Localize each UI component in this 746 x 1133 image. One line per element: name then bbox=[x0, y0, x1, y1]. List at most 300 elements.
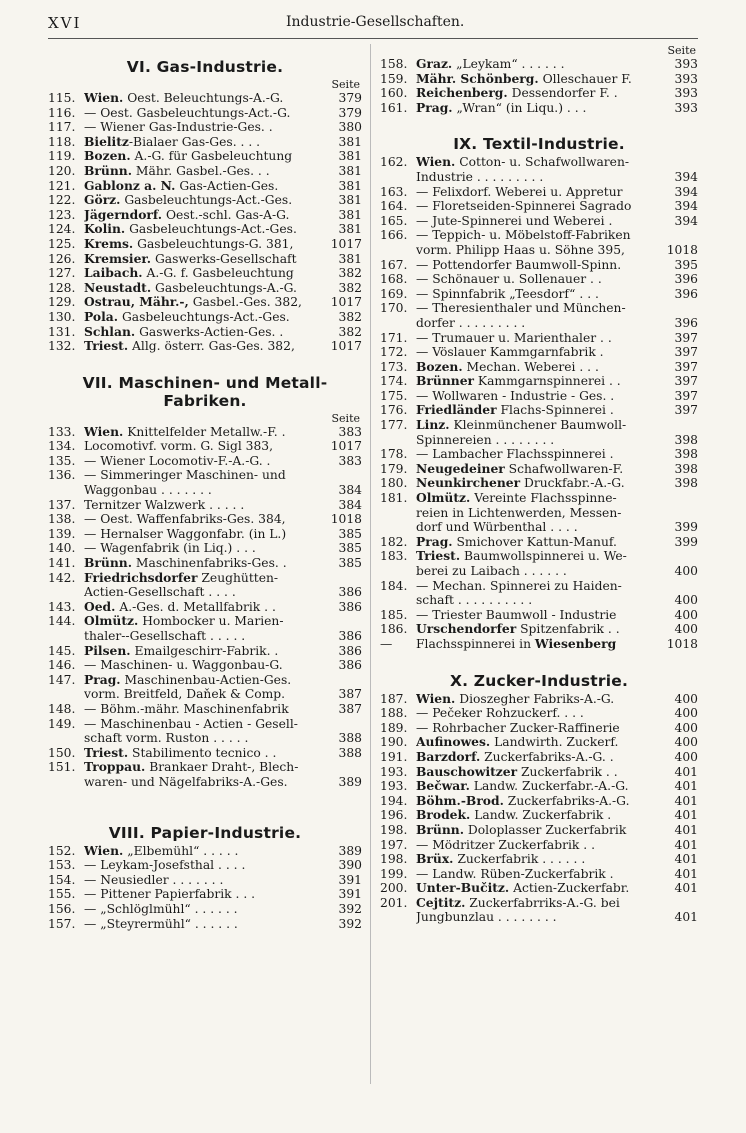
entry-text bbox=[416, 72, 660, 87]
index-entry bbox=[380, 491, 698, 506]
entry-number: 184. bbox=[380, 578, 408, 593]
entry-number: 123. bbox=[48, 207, 76, 222]
entry-place: Kolin. bbox=[84, 222, 126, 237]
entry-text bbox=[416, 228, 660, 243]
entry-number bbox=[380, 506, 416, 521]
entry-page: 388 bbox=[338, 745, 362, 760]
entry-number: 127. bbox=[48, 266, 76, 281]
entry-page: 398 bbox=[674, 447, 698, 462]
index-entry bbox=[48, 687, 362, 702]
entry-number: 136. bbox=[48, 468, 76, 483]
entry-page: 384 bbox=[338, 483, 362, 498]
index-entry bbox=[48, 858, 362, 873]
index-entry bbox=[380, 462, 698, 477]
index-entry bbox=[380, 433, 698, 448]
entry-number: 120. bbox=[48, 163, 76, 178]
entry-description: vorm. Philipp Haas u. Söhne 395, bbox=[416, 242, 625, 257]
entry-page: 397 bbox=[674, 403, 698, 418]
index-entry bbox=[48, 644, 362, 659]
entry-text bbox=[84, 571, 324, 586]
entry-text bbox=[416, 101, 660, 116]
entry-description: — Wagenfabrik (in Liq.) . . . bbox=[84, 541, 256, 556]
entry-number: 201. bbox=[380, 895, 408, 910]
entry-text bbox=[84, 702, 324, 717]
index-entry bbox=[380, 506, 698, 521]
entry-page: 381 bbox=[338, 178, 362, 193]
entry-number: 185. bbox=[380, 607, 408, 622]
entry-page bbox=[660, 418, 698, 433]
entry-page: 392 bbox=[338, 901, 362, 916]
entry-description: — Theresienthaler und München- bbox=[416, 301, 626, 316]
entry-place: Brodek. bbox=[416, 808, 471, 823]
entry-place: Jägerndorf. bbox=[84, 207, 163, 222]
entry-description: Actien-Gesellschaft . . . . bbox=[84, 585, 236, 600]
entry-place: Unter-Bučitz. bbox=[416, 881, 510, 896]
seite-label: Seite bbox=[667, 44, 696, 57]
entry-description: — „Steyrermühl“ . . . . . . bbox=[84, 916, 238, 931]
entry-page: 401 bbox=[674, 881, 698, 896]
entry-number: 163. bbox=[380, 184, 408, 199]
entry-text bbox=[84, 237, 324, 252]
entry-number: — bbox=[380, 636, 393, 651]
page-number: XVI bbox=[48, 14, 82, 32]
entry-page: 401 bbox=[674, 866, 698, 881]
index-entry bbox=[48, 585, 362, 600]
entry-place: Brünn. bbox=[416, 822, 464, 837]
index-entry bbox=[380, 779, 698, 794]
index-entry bbox=[380, 535, 698, 550]
entry-description: Gaswerks-Gesellschaft bbox=[151, 251, 297, 266]
entry-number: 119. bbox=[48, 149, 76, 164]
entry-description: Gasbeleuchtungs-G. 381, bbox=[133, 236, 294, 251]
entry-page: 401 bbox=[674, 808, 698, 823]
entry-page: 401 bbox=[674, 779, 698, 794]
entry-page: 397 bbox=[674, 359, 698, 374]
entry-number bbox=[48, 775, 84, 790]
entry-page: 1017 bbox=[330, 439, 362, 454]
index-entry bbox=[48, 237, 362, 252]
entry-description: Flachsspinnerei in bbox=[416, 636, 535, 651]
entry-text bbox=[416, 520, 660, 535]
entry-place: Brünn. bbox=[84, 163, 132, 178]
entry-page bbox=[324, 614, 362, 629]
index-entry bbox=[380, 57, 698, 72]
entry-page: 400 bbox=[674, 564, 698, 578]
entry-number: 194. bbox=[380, 793, 408, 808]
entry-description: — „Schlöglmühl“ . . . . . . bbox=[84, 901, 238, 916]
index-entry bbox=[380, 549, 698, 564]
entry-page: 400 bbox=[674, 691, 698, 706]
entry-page: 393 bbox=[674, 100, 698, 115]
entry-description: A.-G. für Gasbeleuchtung bbox=[130, 149, 293, 164]
entry-description: vorm. Breitfeld, Daňek & Comp. bbox=[84, 687, 286, 702]
entry-page: 379 bbox=[338, 105, 362, 120]
index-entry bbox=[380, 72, 698, 87]
index-entry bbox=[380, 808, 698, 823]
entry-description: Zuckerfabriks-A.-G. . bbox=[480, 749, 614, 764]
index-entry bbox=[380, 403, 698, 418]
entry-page: 386 bbox=[338, 585, 362, 600]
entry-page: 388 bbox=[338, 731, 362, 746]
entry-text bbox=[416, 155, 660, 170]
entry-page: 381 bbox=[338, 207, 362, 222]
entry-text bbox=[84, 512, 324, 527]
entry-description: — Mödritzer Zuckerfabrik . . bbox=[416, 837, 595, 852]
entry-description: — Jute-Spinnerei und Weberei . bbox=[416, 213, 613, 228]
entry-description: Gaswerks-Actien-Ges. . bbox=[135, 324, 284, 339]
entry-number: 133. bbox=[48, 424, 76, 439]
entry-description: A.-Ges. d. Metallfabrik . . bbox=[115, 599, 276, 614]
entry-text bbox=[416, 185, 660, 200]
entry-number: 169. bbox=[380, 286, 408, 301]
entry-text bbox=[84, 902, 324, 917]
entry-number bbox=[48, 687, 84, 702]
index-entry bbox=[48, 468, 362, 483]
entry-text bbox=[84, 149, 324, 164]
seite-label: Seite bbox=[331, 78, 360, 91]
entry-description: Knittelfelder Metallw.-F. . bbox=[123, 424, 286, 439]
entry-page bbox=[324, 760, 362, 775]
entry-description: Kammgarnspinnerei . . bbox=[474, 374, 621, 389]
entry-number: 140. bbox=[48, 541, 76, 556]
entry-number: 155. bbox=[48, 887, 76, 902]
entry-text bbox=[416, 86, 660, 101]
entry-text bbox=[416, 57, 660, 72]
entry-number: 149. bbox=[48, 716, 76, 731]
index-entry bbox=[48, 164, 362, 179]
entry-description: — Wiener Gas-Industrie-Ges. . bbox=[84, 120, 273, 135]
entry-place: Aufinowes. bbox=[416, 735, 491, 750]
left-column bbox=[48, 44, 362, 931]
index-entry bbox=[48, 658, 362, 673]
entry-text bbox=[416, 637, 660, 652]
entry-number: 198. bbox=[380, 822, 408, 837]
entry-description: — Neusiedler . . . . . . . bbox=[84, 872, 224, 887]
entry-number: 176. bbox=[380, 403, 408, 418]
entry-text bbox=[416, 910, 660, 925]
entry-page: 387 bbox=[338, 687, 362, 702]
entry-number bbox=[48, 585, 84, 600]
entry-description: schaft vorm. Ruston . . . . . bbox=[84, 731, 249, 746]
index-entry bbox=[48, 498, 362, 513]
entry-place: Olmütz. bbox=[416, 491, 471, 506]
entry-place: Neustadt. bbox=[84, 280, 152, 295]
entry-description: Dessendorfer F. . bbox=[507, 86, 618, 101]
entry-text bbox=[84, 731, 324, 746]
entry-text bbox=[416, 491, 660, 506]
entry-description: Druckfabr.-A.-G. bbox=[520, 476, 625, 491]
entry-number bbox=[380, 520, 416, 535]
entry-page bbox=[324, 673, 362, 688]
entry-place: Barzdorf. bbox=[416, 749, 481, 764]
entry-place: Triest. bbox=[84, 745, 129, 760]
entry-description: A.-G. f. Gasbeleuchtung bbox=[142, 266, 294, 281]
entry-description: Vereinte Flachsspinne- bbox=[470, 491, 617, 506]
entry-number: 177. bbox=[380, 418, 408, 433]
entry-description: Smichover Kattun-Manuf. bbox=[452, 534, 617, 549]
entry-page: 381 bbox=[338, 149, 362, 164]
entry-page: 393 bbox=[674, 71, 698, 86]
entry-number: 199. bbox=[380, 866, 408, 881]
index-entry bbox=[380, 794, 698, 809]
entry-description: schaft . . . . . . . . . . bbox=[416, 593, 533, 608]
index-entry bbox=[48, 135, 362, 150]
entry-page: 1018 bbox=[666, 636, 698, 651]
entry-number: 189. bbox=[380, 720, 408, 735]
entry-place: Bečwar. bbox=[416, 779, 470, 794]
index-entry bbox=[380, 418, 698, 433]
entry-page bbox=[660, 579, 698, 594]
entry-number: 175. bbox=[380, 388, 408, 403]
entry-text bbox=[416, 214, 660, 229]
entry-page: 399 bbox=[674, 534, 698, 549]
index-entry bbox=[380, 579, 698, 594]
index-entry bbox=[380, 447, 698, 462]
entry-number bbox=[48, 629, 84, 644]
index-entry bbox=[48, 527, 362, 542]
entry-number: 193. bbox=[380, 779, 408, 794]
entry-description: Zuckerfabrik . . . . . . bbox=[453, 852, 586, 867]
entry-place: Neugedeiner bbox=[416, 461, 505, 476]
entry-number: 200. bbox=[380, 881, 408, 896]
entry-text bbox=[416, 867, 660, 882]
index-entry bbox=[48, 339, 362, 354]
entry-description: — Felixdorf. Weberei u. Appretur bbox=[416, 184, 623, 199]
index-entry bbox=[48, 917, 362, 932]
entry-page: 394 bbox=[674, 169, 698, 184]
entry-text bbox=[84, 439, 324, 454]
section-heading: VII. Maschinen- und Metall-Fabriken. bbox=[82, 373, 328, 410]
entry-text bbox=[416, 374, 660, 389]
index-entry bbox=[48, 266, 362, 281]
entry-number: 178. bbox=[380, 447, 408, 462]
index-entry bbox=[48, 120, 362, 135]
entry-text bbox=[416, 823, 660, 838]
entry-description: Jungbunzlau . . . . . . . . bbox=[416, 910, 557, 925]
index-entry bbox=[48, 106, 362, 121]
index-entry bbox=[380, 750, 698, 765]
entry-description: Maschinenbau-Actien-Ges. bbox=[120, 672, 292, 687]
entry-text bbox=[84, 295, 324, 310]
entry-text bbox=[84, 310, 324, 325]
entry-number bbox=[380, 910, 416, 925]
entry-place: Wien. bbox=[84, 843, 124, 858]
entry-text bbox=[84, 135, 324, 150]
entry-page: 400 bbox=[674, 593, 698, 608]
entry-number: 139. bbox=[48, 526, 76, 541]
entry-place: Bielitz bbox=[84, 134, 129, 149]
entry-place: Troppau. bbox=[84, 760, 146, 775]
entry-text bbox=[416, 706, 660, 721]
entry-place: Ostrau, Mähr.-, bbox=[84, 295, 189, 310]
entry-number: 151. bbox=[48, 760, 76, 775]
section-heading: IX. Textil-Industrie. bbox=[453, 135, 625, 154]
index-entry bbox=[380, 243, 698, 258]
entry-page: 1017 bbox=[330, 236, 362, 251]
entry-place: Brünner bbox=[416, 374, 474, 389]
entry-page: 396 bbox=[674, 315, 698, 330]
entry-description: Schafwollwaren-F. bbox=[504, 461, 624, 476]
entry-text bbox=[84, 541, 324, 556]
entry-place: Graz. bbox=[416, 57, 453, 71]
entry-page: 401 bbox=[674, 822, 698, 837]
entry-text bbox=[84, 266, 324, 281]
entry-page: 386 bbox=[338, 658, 362, 673]
entry-text bbox=[416, 243, 660, 258]
entry-text bbox=[416, 622, 660, 637]
entry-description: Zuckerfabrik . . bbox=[517, 764, 618, 779]
entry-place: Triest. bbox=[416, 549, 461, 564]
index-entry bbox=[48, 425, 362, 440]
entry-text bbox=[84, 468, 324, 483]
index-entry bbox=[380, 692, 698, 707]
entry-page bbox=[660, 549, 698, 564]
entry-text bbox=[84, 339, 324, 354]
entry-description: Gasbel.-Ges. 382, bbox=[188, 295, 302, 310]
entry-page: 381 bbox=[338, 134, 362, 149]
index-entry bbox=[380, 170, 698, 185]
entry-number: 186. bbox=[380, 622, 408, 637]
entry-text bbox=[84, 556, 324, 571]
entry-description: Gasbeleuchtungs-Act.-Ges. bbox=[120, 193, 293, 208]
entry-description: Flachs-Spinnerei . bbox=[496, 403, 614, 418]
entry-place: Cejtitz. bbox=[416, 895, 466, 910]
entry-text bbox=[416, 258, 660, 273]
entry-place: Neunkirchener bbox=[416, 476, 521, 491]
index-entry bbox=[380, 389, 698, 404]
index-entry bbox=[380, 622, 698, 637]
entry-text bbox=[416, 564, 660, 579]
entry-page bbox=[324, 468, 362, 483]
entry-text bbox=[416, 593, 660, 608]
entry-place: Prag. bbox=[416, 534, 453, 549]
entry-number: 156. bbox=[48, 901, 76, 916]
index-entry bbox=[380, 852, 698, 867]
entry-place: Brünn. bbox=[84, 556, 132, 571]
entry-description: Gasbeleuchtungs-Act.-Ges. bbox=[118, 309, 290, 324]
entry-text bbox=[84, 687, 324, 702]
entry-page: 382 bbox=[338, 309, 362, 324]
entry-number: 172. bbox=[380, 345, 408, 360]
entry-number: 141. bbox=[48, 556, 76, 571]
entry-description: — Wollwaren - Industrie - Ges. . bbox=[416, 388, 615, 403]
entry-text bbox=[84, 585, 324, 600]
entry-text bbox=[84, 498, 324, 513]
entry-number: 134. bbox=[48, 439, 76, 454]
entry-page bbox=[660, 301, 698, 316]
entry-text bbox=[416, 735, 660, 750]
entry-number: 191. bbox=[380, 749, 408, 764]
entry-page: 395 bbox=[674, 257, 698, 272]
entry-text bbox=[84, 644, 324, 659]
entry-description: Kleinmünchener Baumwoll- bbox=[449, 418, 627, 433]
entry-text bbox=[416, 852, 660, 867]
entry-page bbox=[660, 506, 698, 521]
entry-text bbox=[84, 673, 324, 688]
index-entry bbox=[380, 564, 698, 579]
entry-page: 1018 bbox=[330, 512, 362, 527]
entry-description: dorf und Würbenthal . . . . bbox=[416, 520, 578, 535]
index-entry bbox=[48, 760, 362, 775]
entry-page: 383 bbox=[338, 424, 362, 439]
entry-text bbox=[416, 476, 660, 491]
entry-place: Mähr. Schönberg. bbox=[416, 71, 539, 86]
page-header bbox=[48, 14, 698, 36]
entry-page bbox=[660, 896, 698, 911]
entry-number: 132. bbox=[48, 339, 76, 354]
entry-text bbox=[84, 208, 324, 223]
entry-page: 385 bbox=[338, 541, 362, 556]
entry-place: Prag. bbox=[84, 672, 121, 687]
index-entry bbox=[380, 301, 698, 316]
index-entry bbox=[380, 910, 698, 925]
entry-text bbox=[84, 193, 324, 208]
entry-text bbox=[84, 252, 324, 267]
entry-place: Prag. bbox=[416, 100, 453, 115]
entry-page: 385 bbox=[338, 556, 362, 571]
entry-number: 135. bbox=[48, 453, 76, 468]
index-entry bbox=[48, 295, 362, 310]
entry-text bbox=[84, 873, 324, 888]
entry-page: 389 bbox=[338, 774, 362, 789]
index-entry bbox=[48, 600, 362, 615]
entry-number: 179. bbox=[380, 461, 408, 476]
entry-description: Zuckerfabriks-A.-G. bbox=[503, 793, 630, 808]
index-entry bbox=[380, 86, 698, 101]
entry-page: 380 bbox=[338, 120, 362, 135]
index-entry bbox=[380, 316, 698, 331]
entry-number: 170. bbox=[380, 301, 408, 316]
index-entry bbox=[48, 149, 362, 164]
entry-text bbox=[84, 91, 324, 106]
entry-page: 398 bbox=[674, 476, 698, 491]
index-entry bbox=[48, 252, 362, 267]
entry-text bbox=[416, 170, 660, 185]
entry-place: Linz. bbox=[416, 418, 450, 433]
entry-description: Emailgeschirr-Fabrik. . bbox=[130, 643, 279, 658]
entry-page: 401 bbox=[674, 837, 698, 852]
index-entry bbox=[380, 867, 698, 882]
entry-page: 398 bbox=[674, 461, 698, 476]
entry-number: 197. bbox=[380, 837, 408, 852]
entry-place: Oed. bbox=[84, 599, 116, 614]
entry-place: Friedländer bbox=[416, 403, 497, 418]
index-entry bbox=[380, 838, 698, 853]
entry-page: 379 bbox=[338, 91, 362, 105]
entry-number: 146. bbox=[48, 658, 76, 673]
entry-page: 394 bbox=[674, 184, 698, 199]
entry-page: 401 bbox=[674, 910, 698, 925]
index-entry bbox=[48, 717, 362, 732]
entry-page: 1017 bbox=[330, 295, 362, 310]
entry-page: 381 bbox=[338, 193, 362, 208]
index-entry bbox=[380, 199, 698, 214]
entry-number: 196. bbox=[380, 808, 408, 823]
entry-number: 183. bbox=[380, 549, 408, 564]
index-entry bbox=[380, 258, 698, 273]
index-entry bbox=[48, 873, 362, 888]
entry-place: Krems. bbox=[84, 236, 134, 251]
entry-description: — Triester Baumwoll - Industrie bbox=[416, 607, 617, 622]
entry-number: 144. bbox=[48, 614, 76, 629]
index-entry bbox=[380, 520, 698, 535]
entry-page: 401 bbox=[674, 852, 698, 867]
entry-number: 171. bbox=[380, 330, 408, 345]
entry-description: — Pottendorfer Baumwoll-Spinn. bbox=[416, 257, 622, 272]
entry-page: 394 bbox=[674, 199, 698, 214]
entry-number: 122. bbox=[48, 193, 76, 208]
entry-text bbox=[416, 808, 660, 823]
